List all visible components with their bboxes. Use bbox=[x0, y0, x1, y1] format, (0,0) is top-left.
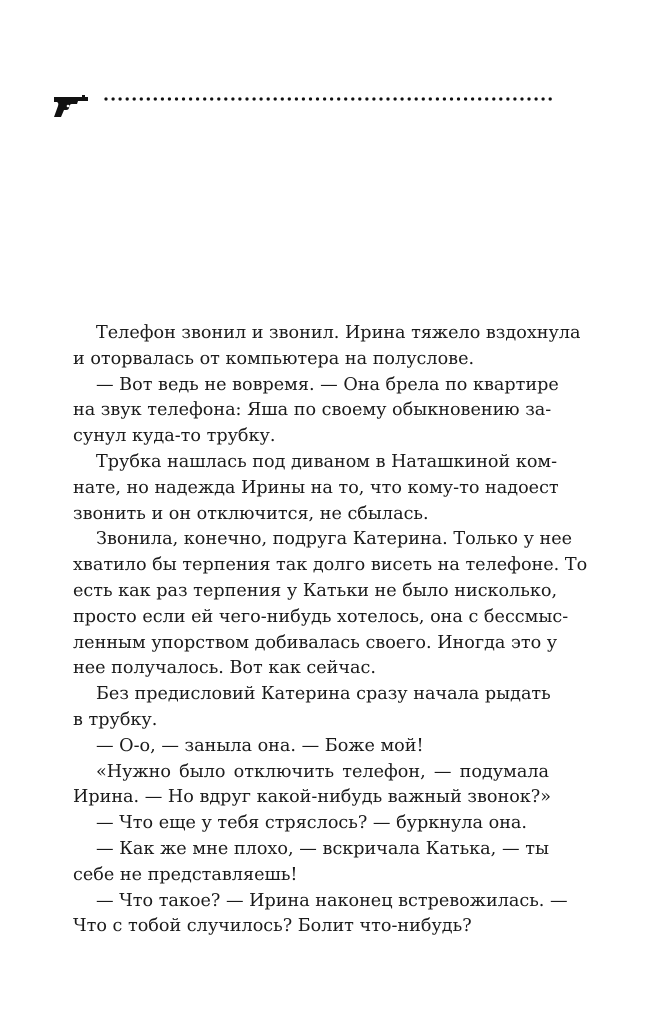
divider-dot bbox=[471, 97, 474, 100]
divider-dot bbox=[330, 97, 333, 100]
divider-dot bbox=[408, 97, 411, 100]
text-line: Ирина. — Но вдруг какой-нибудь важный звонок?» bbox=[73, 787, 551, 808]
divider-dot bbox=[520, 97, 523, 100]
paragraph bbox=[73, 811, 549, 837]
text-line: — Как же мне плохо, — вскричала Катька, — ты bbox=[96, 838, 549, 859]
divider-dot bbox=[499, 97, 502, 100]
text-line: звонить и он отключится, не сбылась. bbox=[73, 503, 429, 524]
text-line: ленным упорством добивалась своего. Иногда это у bbox=[73, 632, 558, 653]
divider-dot bbox=[401, 97, 404, 100]
divider-dot bbox=[140, 97, 143, 100]
divider-dot bbox=[372, 97, 375, 100]
divider-dot bbox=[422, 97, 425, 100]
divider-dot bbox=[175, 97, 178, 100]
revolver-icon bbox=[52, 92, 92, 118]
text-line: Трубка нашлась под диваном в Наташкиной ком- bbox=[96, 451, 558, 472]
paragraph bbox=[73, 373, 559, 450]
divider-dot bbox=[260, 97, 263, 100]
text-line: Телефон звонил и звонил. Ирина тяжело вздохнула bbox=[96, 323, 581, 343]
divider-dot bbox=[253, 97, 256, 100]
divider-dot bbox=[295, 97, 298, 100]
divider-dot bbox=[429, 97, 432, 100]
paragraph bbox=[73, 837, 549, 889]
divider-dot bbox=[182, 97, 185, 100]
divider-dot bbox=[126, 97, 129, 100]
divider-dot bbox=[443, 97, 446, 100]
paragraph bbox=[73, 889, 568, 941]
divider-dot bbox=[464, 97, 467, 100]
divider-dot bbox=[217, 97, 220, 100]
divider-dot bbox=[203, 97, 206, 100]
divider-dot bbox=[133, 97, 136, 100]
text-line: сунул куда-то трубку. bbox=[73, 426, 276, 447]
text-line: нее получалось. Вот как сейчас. bbox=[73, 658, 376, 679]
divider-dot bbox=[450, 97, 453, 100]
divider-dot bbox=[168, 97, 171, 100]
divider-dot bbox=[436, 97, 439, 100]
divider-dot bbox=[365, 97, 368, 100]
text-line: Без предисловий Катерина сразу начала рыдать bbox=[96, 684, 551, 705]
paragraph bbox=[73, 760, 549, 812]
divider-dot bbox=[309, 97, 312, 100]
text-line: — Вот ведь не вовремя. — Она брела по квартире bbox=[96, 374, 559, 395]
divider-dot bbox=[161, 97, 164, 100]
divider-dot bbox=[210, 97, 213, 100]
divider-dot bbox=[351, 97, 354, 100]
divider-dot bbox=[104, 97, 107, 100]
divider-dot bbox=[379, 97, 382, 100]
text-line: просто если ей чего-нибудь хотелось, она с бессмыс- bbox=[73, 606, 569, 627]
body-text bbox=[73, 321, 588, 940]
divider-dot bbox=[238, 97, 241, 100]
divider-dot bbox=[549, 97, 552, 100]
text-line: «Нужно было отключить телефон, — подумала bbox=[96, 761, 549, 782]
text-line: Что с тобой случилось? Болит что-нибудь? bbox=[73, 916, 472, 937]
text-line: и оторвалась от компьютера на полуслове. bbox=[73, 348, 475, 369]
paragraph bbox=[73, 321, 581, 373]
text-line: — О-о, — заныла она. — Боже мой! bbox=[96, 735, 424, 756]
text-line: на звук телефона: Яша по своему обыкновению за- bbox=[73, 400, 552, 421]
divider-dot bbox=[112, 97, 115, 100]
divider-dot bbox=[189, 97, 192, 100]
text-line: в трубку. bbox=[73, 709, 158, 730]
divider-dot bbox=[542, 97, 545, 100]
divider-dot bbox=[281, 97, 284, 100]
divider-dot bbox=[527, 97, 530, 100]
text-line: нате, но надежда Ирины на то, что кому-то надоест bbox=[73, 477, 559, 498]
divider-dot bbox=[274, 97, 277, 100]
divider-dot bbox=[302, 97, 305, 100]
divider-dot bbox=[337, 97, 340, 100]
divider-dot bbox=[394, 97, 397, 100]
divider-dot bbox=[119, 97, 122, 100]
divider-dot bbox=[513, 97, 516, 100]
text-line: есть как раз терпения у Катьки не было нисколько, bbox=[73, 580, 558, 601]
text-line: Звонила, конечно, подруга Катерина. Только у нее bbox=[96, 529, 573, 550]
divider-dot bbox=[224, 97, 227, 100]
divider-dot bbox=[358, 97, 361, 100]
dotted-divider bbox=[104, 97, 552, 101]
divider-dot bbox=[478, 97, 481, 100]
text-line: — Что еще у тебя стряслось? — буркнула она. bbox=[96, 813, 528, 834]
divider-dot bbox=[288, 97, 291, 100]
paragraph bbox=[73, 450, 559, 527]
paragraph bbox=[73, 527, 588, 682]
divider-dot bbox=[535, 97, 538, 100]
divider-dot bbox=[196, 97, 199, 100]
divider-dot bbox=[344, 97, 347, 100]
divider-dot bbox=[316, 97, 319, 100]
divider-dot bbox=[267, 97, 270, 100]
paragraph bbox=[73, 682, 549, 734]
divider-dot bbox=[147, 97, 150, 100]
divider-dot bbox=[415, 97, 418, 100]
divider-dot bbox=[457, 97, 460, 100]
divider-dot bbox=[485, 97, 488, 100]
divider-dot bbox=[231, 97, 234, 100]
chapter-header bbox=[52, 92, 552, 118]
divider-dot bbox=[506, 97, 509, 100]
text-line: — Что такое? — Ирина наконец встревожилась. — bbox=[96, 890, 568, 911]
divider-dot bbox=[492, 97, 495, 100]
divider-dot bbox=[154, 97, 157, 100]
divider-dot bbox=[245, 97, 248, 100]
divider-dot bbox=[386, 97, 389, 100]
text-line: хватило бы терпения так долго висеть на телефоне. То bbox=[73, 555, 588, 576]
paragraph bbox=[73, 734, 549, 760]
divider-dot bbox=[323, 97, 326, 100]
text-line: себе не представляешь! bbox=[73, 864, 298, 885]
